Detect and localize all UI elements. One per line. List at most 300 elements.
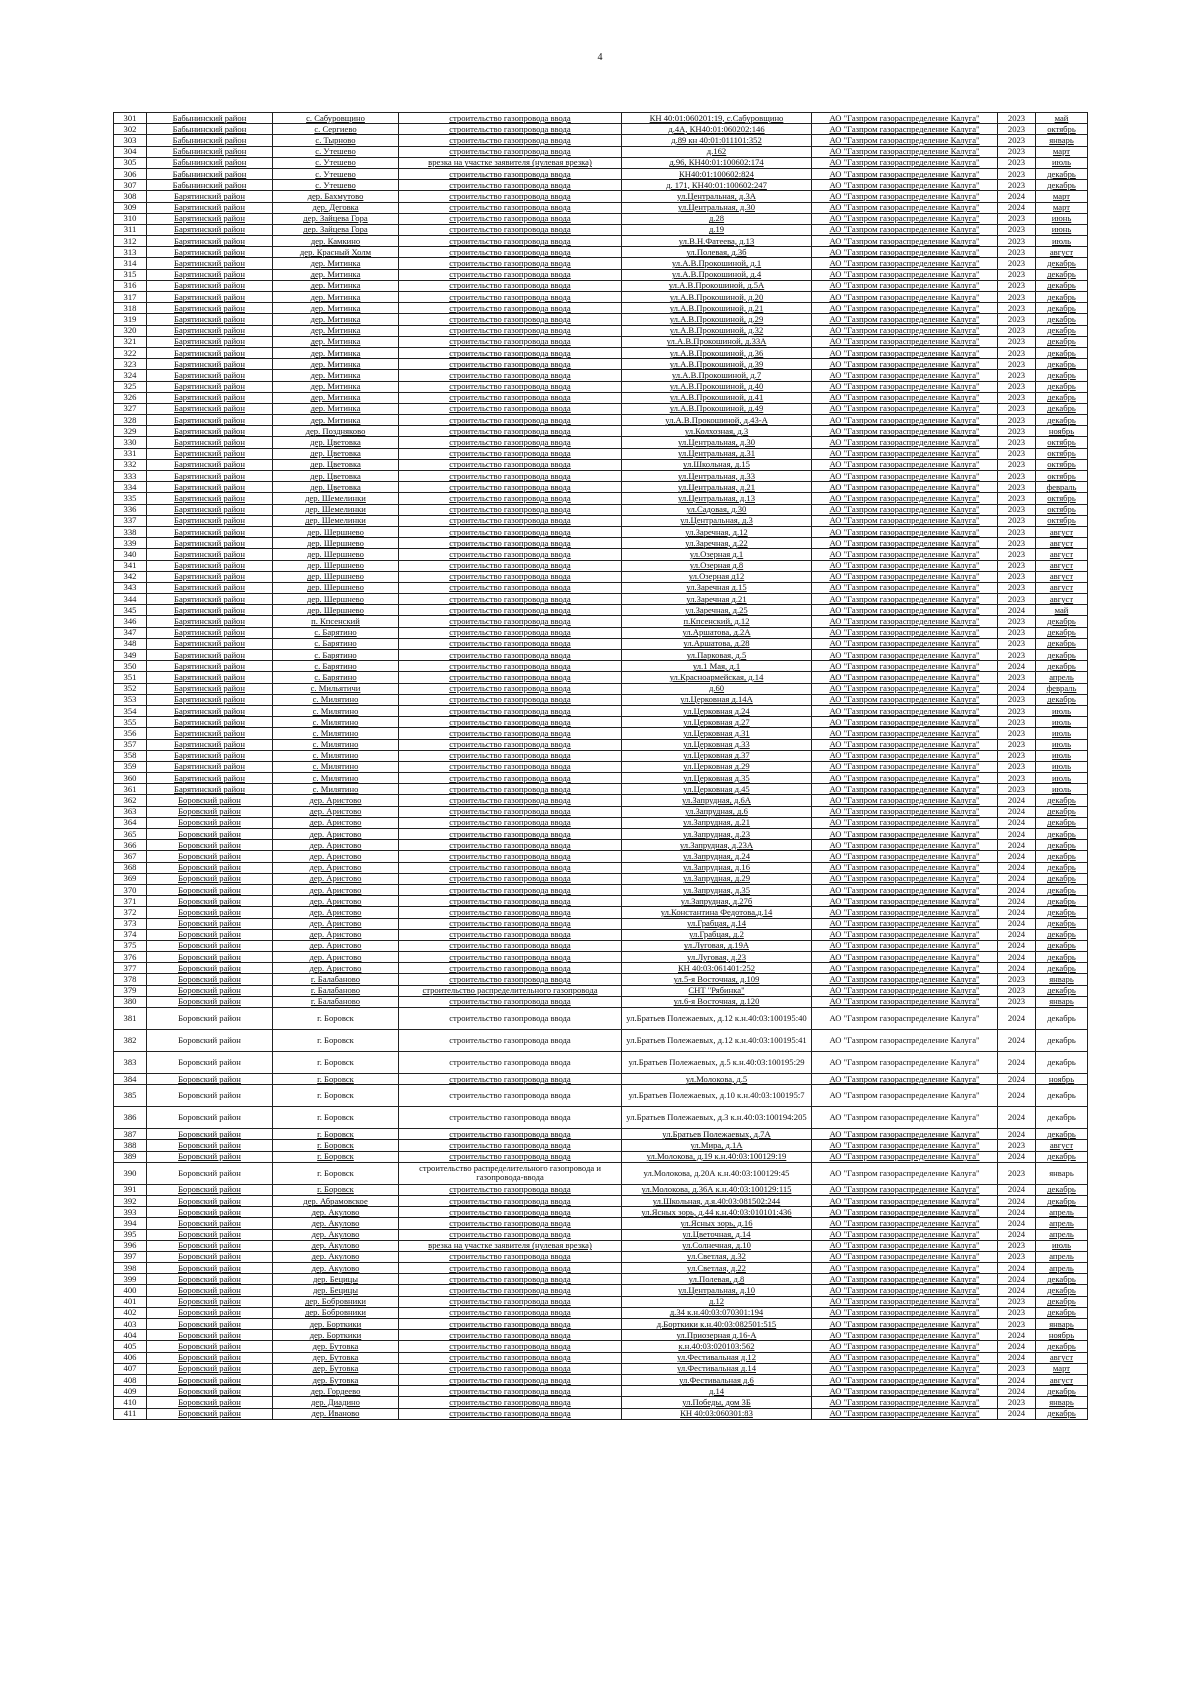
address-cell-text: ул.Красноармейская, д.14 [669,671,764,682]
settlement-cell [273,1363,399,1374]
year-cell [998,918,1036,929]
year-cell-text: 2024 [1007,1089,1026,1100]
address-cell-text: ул.Ясных зорь, д.16 [680,1217,753,1228]
table-row [114,258,1088,269]
month-cell-text: июль [1051,761,1071,772]
settlement-cell-text: с. Сергиево [314,123,357,134]
address-cell-text: д.14 [708,1385,725,1396]
row-number [114,359,147,370]
row-number-text: 331 [123,448,137,459]
table-row [114,817,1088,828]
row-number [114,1374,147,1385]
month-cell-text: декабрь [1047,179,1076,190]
row-number-text: 347 [123,627,137,638]
district-cell [147,1296,273,1307]
contractor-cell [812,381,998,392]
row-number [114,135,147,146]
address-cell-text: ул.Церковная д.27 [683,716,750,727]
contractor-cell-text: АО "Газпром газораспределение Калуга" [829,112,980,123]
year-cell-text: 2024 [1007,1229,1026,1240]
work-type-cell [399,146,622,157]
contractor-cell [812,303,998,314]
month-cell [1036,437,1088,448]
district-cell-text: Барятинский район [174,627,245,638]
month-cell [1036,594,1088,605]
contractor-cell [812,493,998,504]
row-number-text: 330 [123,437,137,448]
month-cell [1036,1107,1088,1129]
month-cell [1036,224,1088,235]
contractor-cell [812,884,998,895]
settlement-cell [273,1251,399,1262]
month-cell-text: декабрь [1047,962,1076,973]
district-cell [147,1408,273,1419]
work-type-cell-text: строительство газопровода ввода [449,649,571,660]
address-cell-text: ул.Запрудная, д.16 [682,862,751,873]
year-cell-text: 2023 [1007,571,1026,582]
district-cell-text: Бабынинский район [172,134,247,145]
row-number-text: 382 [123,1034,137,1045]
month-cell [1036,829,1088,840]
contractor-cell [812,135,998,146]
year-cell [998,1274,1036,1285]
work-type-cell-text: строительство газопровода ввода [449,258,571,269]
contractor-cell [812,549,998,560]
work-type-cell-text: строительство газопровода ввода [449,347,571,358]
row-number [114,1274,147,1285]
contractor-cell [812,873,998,884]
district-cell [147,549,273,560]
work-type-cell [399,851,622,862]
contractor-cell [812,817,998,828]
table-row [114,437,1088,448]
work-type-cell [399,303,622,314]
address-cell [622,1330,812,1341]
settlement-cell [273,683,399,694]
settlement-cell [273,124,399,135]
row-number-text: 397 [123,1251,137,1262]
month-cell [1036,515,1088,526]
month-cell-text: декабрь [1047,795,1076,806]
district-cell-text: Боровский район [178,1262,241,1273]
month-cell-text: апрель [1049,671,1074,682]
work-type-cell [399,594,622,605]
district-cell [147,1074,273,1085]
year-cell [998,1319,1036,1330]
contractor-cell-text: АО "Газпром газораспределение Калуга" [829,347,980,358]
work-type-cell [399,515,622,526]
row-number-text: 351 [123,671,137,682]
address-cell [622,605,812,616]
address-cell-text: д.4А, КН40:01:060202:146 [668,123,765,134]
address-cell [622,974,812,985]
month-cell-text: декабрь [1047,403,1076,414]
work-type-cell [399,907,622,918]
contractor-cell [812,482,998,493]
district-cell [147,1240,273,1251]
settlement-cell-text: дер. Борткики [309,1318,362,1329]
address-cell-text: ул.А.В.Прокошиной, д.21 [669,302,764,313]
address-cell [622,1296,812,1307]
settlement-cell-text: дер. Аристово [309,839,362,850]
work-type-cell [399,224,622,235]
settlement-cell-text: дер. Митинка [310,313,361,324]
settlement-cell-text: дер. Аристово [309,895,362,906]
month-cell-text: январь [1049,134,1074,145]
year-cell [998,705,1036,716]
table-row [114,113,1088,124]
row-number-text: 308 [123,190,137,201]
work-type-cell-text: строительство газопровода ввода [449,895,571,906]
settlement-cell-text: дер. Митинка [310,269,361,280]
row-number [114,761,147,772]
month-cell [1036,448,1088,459]
district-cell-text: Боровский район [178,1385,241,1396]
row-number [114,840,147,851]
district-cell [147,426,273,437]
work-type-cell-text: строительство газопровода ввода [449,1073,571,1084]
year-cell-text: 2023 [1007,213,1026,224]
year-cell-text: 2024 [1007,1206,1026,1217]
address-cell [622,560,812,571]
row-number [114,403,147,414]
district-cell [147,1085,273,1107]
row-number-text: 327 [123,403,137,414]
year-cell [998,907,1036,918]
row-number [114,236,147,247]
contractor-cell-text: АО "Газпром газораспределение Калуга" [829,806,980,817]
year-cell [998,817,1036,828]
settlement-cell-text: с. Милятино [312,694,359,705]
month-cell [1036,292,1088,303]
district-cell [147,359,273,370]
district-cell [147,940,273,951]
settlement-cell [273,896,399,907]
address-cell [622,1229,812,1240]
contractor-cell-text: АО "Газпром газораспределение Калуга" [829,1329,980,1340]
work-type-cell-text: строительство газопровода ввода [449,537,571,548]
address-cell-text: ул.А.В.Прокошиной, д.32 [669,325,764,336]
row-number [114,1397,147,1408]
work-type-cell [399,403,622,414]
table-row [114,347,1088,358]
work-type-cell [399,269,622,280]
month-cell [1036,247,1088,258]
contractor-cell-text: АО "Газпром газораспределение Калуга" [829,1089,980,1100]
settlement-cell [273,247,399,258]
district-cell-text: Боровский район [178,1195,241,1206]
settlement-cell-text: г. Боровск [317,1012,354,1023]
work-type-cell [399,1074,622,1085]
row-number-text: 339 [123,537,137,548]
district-cell [147,817,273,828]
settlement-cell-text: г. Боровск [317,1184,354,1195]
district-cell-text: Барятинский район [174,616,245,627]
work-type-cell-text: строительство распределительного газопровода и газопровода-ввода [419,1162,601,1183]
year-cell [998,1008,1036,1030]
address-cell-text: ул.Грабцая, д.2 [689,929,744,940]
row-number-text: 401 [123,1296,137,1307]
year-cell-text: 2023 [1007,582,1026,593]
work-type-cell-text: строительство газопровода ввода [449,671,571,682]
address-cell [622,683,812,694]
month-cell-text: май [1054,604,1069,615]
work-type-cell [399,1162,622,1184]
month-cell-text: октябрь [1047,492,1076,503]
table-row [114,1129,1088,1140]
district-cell [147,403,273,414]
row-number [114,1386,147,1397]
year-cell-text: 2023 [1007,112,1026,123]
district-cell [147,1207,273,1218]
address-cell [622,471,812,482]
row-number-text: 371 [123,895,137,906]
address-cell [622,1184,812,1195]
district-cell [147,124,273,135]
month-cell-text: декабрь [1047,649,1076,660]
row-number-text: 410 [123,1396,137,1407]
year-cell [998,1285,1036,1296]
row-number [114,426,147,437]
month-cell-text: январь [1049,1167,1074,1178]
district-cell [147,582,273,593]
month-cell [1036,918,1088,929]
work-type-cell [399,1374,622,1385]
year-cell-text: 2024 [1007,962,1026,973]
table-row [114,873,1088,884]
address-cell [622,236,812,247]
address-cell-text: ул.Запрудная, д.24 [682,850,751,861]
year-cell [998,638,1036,649]
month-cell [1036,426,1088,437]
district-cell-text: Боровский район [178,1374,241,1385]
address-cell-text: ул.А.В.Прокошиной, д.39 [669,358,764,369]
row-number-text: 400 [123,1285,137,1296]
row-number [114,952,147,963]
contractor-cell-text: АО "Газпром газораспределение Калуга" [829,1352,980,1363]
year-cell-text: 2024 [1007,1262,1026,1273]
month-cell-text: декабрь [1047,873,1076,884]
district-cell-text: Боровский район [178,1111,241,1122]
address-cell-text: ул.Братьев Полежаевых, д.12 к.н.40:03:100195:41 [626,1034,807,1045]
settlement-cell [273,224,399,235]
address-cell-text: ул.Братьев Полежаевых, д.7А [662,1128,771,1139]
contractor-cell-text: АО "Газпром газораспределение Калуга" [829,336,980,347]
table-row [114,705,1088,716]
year-cell [998,627,1036,638]
address-cell [622,851,812,862]
year-cell-text: 2024 [1007,873,1026,884]
district-cell [147,168,273,179]
work-type-cell-text: строительство газопровода ввода [449,1139,571,1150]
address-cell [622,1107,812,1129]
contractor-cell [812,504,998,515]
row-number-text: 326 [123,392,137,403]
address-cell [622,884,812,895]
district-cell [147,1274,273,1285]
row-number-text: 409 [123,1385,137,1396]
address-cell [622,918,812,929]
address-cell [622,829,812,840]
work-type-cell-text: строительство газопровода ввода [449,795,571,806]
contractor-cell [812,403,998,414]
year-cell-text: 2023 [1007,1251,1026,1262]
table-row [114,135,1088,146]
month-cell-text: декабрь [1047,1151,1076,1162]
district-cell [147,504,273,515]
row-number [114,168,147,179]
address-cell [622,1129,812,1140]
contractor-cell [812,1030,998,1052]
address-cell-text: ул.А.В.Прокошиной, д.43-А [665,414,768,425]
work-type-cell-text: строительство газопровода ввода [449,739,571,750]
address-cell [622,157,812,168]
work-type-cell [399,538,622,549]
row-number-text: 353 [123,694,137,705]
year-cell [998,1341,1036,1352]
work-type-cell [399,739,622,750]
row-number [114,124,147,135]
table-row [114,582,1088,593]
work-type-cell-text: строительство газопровода ввода [449,660,571,671]
month-cell [1036,280,1088,291]
district-cell [147,1363,273,1374]
address-cell [622,347,812,358]
month-cell-text: март [1052,1363,1071,1374]
work-type-cell-text: строительство газопровода ввода [449,873,571,884]
work-type-cell-text: строительство газопровода ввода [449,481,571,492]
month-cell-text: июль [1051,750,1071,761]
settlement-cell [273,650,399,661]
settlement-cell-text: дер. Митинка [310,369,361,380]
work-type-cell [399,1274,622,1285]
row-number [114,907,147,918]
month-cell [1036,314,1088,325]
year-cell [998,1107,1036,1129]
district-cell-text: Боровский район [178,1318,241,1329]
district-cell-text: Барятинский район [174,448,245,459]
settlement-cell-text: г. Боровск [317,1139,354,1150]
year-cell-text: 2024 [1007,929,1026,940]
table-row [114,907,1088,918]
row-number [114,370,147,381]
contractor-cell-text: АО "Газпром газораспределение Калуга" [829,425,980,436]
month-cell [1036,705,1088,716]
row-number-text: 311 [123,224,137,235]
row-number [114,1207,147,1218]
settlement-cell-text: дер. Деговка [312,202,359,213]
address-cell-text: ул.Запрудная, д.6А [682,795,751,806]
month-cell [1036,482,1088,493]
settlement-cell [273,582,399,593]
contractor-cell [812,392,998,403]
contractor-cell [812,1251,998,1262]
row-number-text: 338 [123,526,137,537]
year-cell [998,873,1036,884]
month-cell [1036,1030,1088,1052]
row-number [114,851,147,862]
settlement-cell-text: дер. Бутовка [312,1340,359,1351]
contractor-cell [812,1107,998,1129]
table-row [114,672,1088,683]
month-cell [1036,795,1088,806]
district-cell-text: Барятинский район [174,761,245,772]
row-number [114,862,147,873]
month-cell [1036,113,1088,124]
contractor-cell-text: АО "Газпром газораспределение Калуга" [829,951,980,962]
district-cell [147,1229,273,1240]
work-type-cell [399,1397,622,1408]
table-row [114,784,1088,795]
address-cell-text: ул.Братьев Полежаевых, д.12 к.н.40:03:100195:40 [626,1012,807,1023]
table-row [114,773,1088,784]
work-type-cell-text: строительство газопровода ввода [449,168,571,179]
table-row [114,1008,1088,1030]
month-cell [1036,1085,1088,1107]
year-cell [998,482,1036,493]
settlement-cell [273,784,399,795]
table-row [114,616,1088,627]
district-cell [147,1151,273,1162]
address-cell [622,448,812,459]
year-cell-text: 2024 [1007,202,1026,213]
year-cell [998,605,1036,616]
year-cell-text: 2024 [1007,1374,1026,1385]
month-cell [1036,202,1088,213]
year-cell-text: 2023 [1007,492,1026,503]
month-cell-text: июль [1051,783,1071,794]
district-cell [147,113,273,124]
row-number [114,482,147,493]
address-cell [622,1151,812,1162]
contractor-cell-text: АО "Газпром газораспределение Калуга" [829,828,980,839]
district-cell [147,750,273,761]
row-number-text: 373 [123,918,137,929]
month-cell [1036,1229,1088,1240]
year-cell-text: 2024 [1007,940,1026,951]
address-cell-text: ул.Центральная, д.30 [677,202,755,213]
address-cell [622,616,812,627]
month-cell [1036,1352,1088,1363]
table-row [114,1330,1088,1341]
contractor-cell [812,1263,998,1274]
contractor-cell-text: АО "Газпром газораспределение Калуга" [829,1340,980,1351]
month-cell-text: декабрь [1047,985,1076,996]
work-type-cell [399,918,622,929]
district-cell [147,929,273,940]
work-type-cell [399,873,622,884]
month-cell [1036,1341,1088,1352]
address-cell [622,784,812,795]
work-type-cell-text: строительство газопровода ввода [449,906,571,917]
year-cell-text: 2024 [1007,1385,1026,1396]
month-cell-text: июль [1051,705,1071,716]
row-number [114,459,147,470]
table-row [114,269,1088,280]
row-number-text: 336 [123,504,137,515]
row-number-text: 399 [123,1273,137,1284]
year-cell [998,1397,1036,1408]
row-number [114,1352,147,1363]
district-cell-text: Барятинский район [174,235,245,246]
address-cell [622,269,812,280]
year-cell [998,1140,1036,1151]
work-type-cell-text: строительство газопровода ввода [449,336,571,347]
year-cell [998,426,1036,437]
address-cell-text: ул.А.В.Прокошиной, д.40 [669,381,764,392]
month-cell-text: октябрь [1047,123,1076,134]
row-number-text: 357 [123,739,137,750]
